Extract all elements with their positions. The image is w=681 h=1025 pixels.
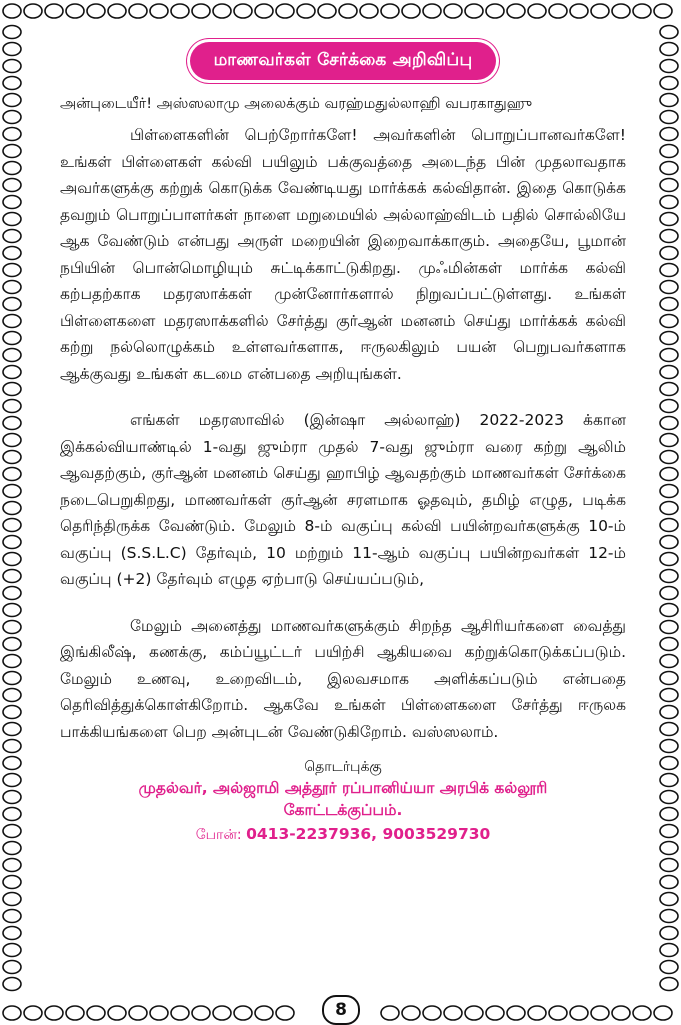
border-ring (654, 1006, 672, 1020)
contact-label: தொடர்புக்கு (304, 759, 382, 775)
border-ring (660, 859, 678, 872)
border-ring (66, 1006, 84, 1020)
border-ring (660, 281, 678, 294)
border-ring (255, 4, 273, 18)
border-ring (3, 961, 21, 974)
border-ring (654, 4, 672, 18)
contact-block (60, 759, 626, 845)
location-line: கோட்டக்குப்பம். (283, 801, 403, 819)
border-ring (486, 4, 504, 18)
border-ring (3, 672, 21, 685)
border-ring (3, 128, 21, 141)
border-ring (660, 128, 678, 141)
border-ring (3, 162, 21, 175)
border-ring (660, 689, 678, 702)
border-ring (3, 927, 21, 940)
border-ring (3, 77, 21, 90)
border-ring (3, 791, 21, 804)
border-ring (660, 757, 678, 770)
border-ring (660, 774, 678, 787)
border-ring (507, 4, 525, 18)
border-ring (660, 706, 678, 719)
border-ring (3, 281, 21, 294)
border-ring (3, 570, 21, 583)
border-ring (465, 1006, 483, 1020)
border-ring (234, 4, 252, 18)
page-number: 8 (322, 995, 360, 1025)
border-ring (3, 910, 21, 923)
border-ring (660, 264, 678, 277)
border-ring (3, 196, 21, 209)
border-ring (423, 4, 441, 18)
border-ring (87, 1006, 105, 1020)
border-ring (3, 434, 21, 447)
border-ring (3, 383, 21, 396)
border-ring (3, 706, 21, 719)
border-ring (3, 43, 21, 56)
border-ring (45, 1006, 63, 1020)
border-ring (3, 315, 21, 328)
border-ring (3, 587, 21, 600)
border-ring (660, 315, 678, 328)
border-ring (3, 298, 21, 311)
border-ring (660, 179, 678, 192)
border-ring (660, 451, 678, 464)
border-ring (660, 145, 678, 158)
border-ring (3, 825, 21, 838)
border-ring (24, 1006, 42, 1020)
border-ring (3, 604, 21, 617)
border-ring (255, 1006, 273, 1020)
phone-line (60, 825, 626, 845)
border-ring (660, 77, 678, 90)
border-ring (660, 978, 678, 991)
border-ring (633, 1006, 651, 1020)
border-ring (486, 1006, 504, 1020)
border-ring (660, 485, 678, 498)
border-ring (3, 502, 21, 515)
border-ring (3, 757, 21, 770)
border-ring (381, 1006, 399, 1020)
border-ring (3, 94, 21, 107)
border-ring (3, 536, 21, 549)
border-ring (402, 4, 420, 18)
border-ring (3, 978, 21, 991)
border-ring (3, 740, 21, 753)
border-ring (660, 43, 678, 56)
border-ring (660, 604, 678, 617)
border-ring (660, 723, 678, 736)
border-ring (3, 859, 21, 872)
border-ring (660, 893, 678, 906)
border-ring (660, 791, 678, 804)
border-ring (3, 774, 21, 787)
border-ring (570, 1006, 588, 1020)
border-ring (108, 1006, 126, 1020)
border-ring (660, 111, 678, 124)
border-ring (3, 621, 21, 634)
border-ring (3, 689, 21, 702)
border-ring (660, 349, 678, 362)
border-ring (213, 1006, 231, 1020)
border-ring (660, 842, 678, 855)
border-ring (234, 1006, 252, 1020)
border-ring (660, 332, 678, 345)
border-ring (3, 400, 21, 413)
notice-content (60, 40, 626, 1000)
border-ring (192, 4, 210, 18)
border-ring (660, 162, 678, 175)
border-ring (276, 4, 294, 18)
border-ring (3, 876, 21, 889)
border-ring (444, 1006, 462, 1020)
border-ring (3, 655, 21, 668)
border-ring (297, 4, 315, 18)
border-ring (318, 4, 336, 18)
border-ring (3, 1006, 21, 1020)
border-ring (660, 638, 678, 651)
border-ring (660, 587, 678, 600)
border-ring (3, 808, 21, 821)
border-ring (3, 842, 21, 855)
paragraph-facilities: மேலும் அனைத்து மாணவர்களுக்கும் சிறந்த ஆசிரியர்களை வைத்து இங்கிலீஷ், கணக்கு, கம்ப்யூட்டர் பயிற்சி ஆகியவை கற்றுக்கொடுக்கப்படும். மேலும் உணவு, உறைவிடம், இலவசமாக அளிக்கப்படும் என்பதை தெரிவித்துக்கொள்கிறோம். ஆகவே உங்கள் பிள்ளைகளை சேர்த்து ஈருலக பாக்கியங்களை பெற அன்புடன் வேண்டுகிறோம். வஸ்ஸலாம். (60, 616, 626, 741)
border-ring (3, 4, 21, 18)
border-ring (660, 94, 678, 107)
border-ring (3, 638, 21, 651)
border-ring (3, 26, 21, 39)
border-ring (381, 4, 399, 18)
border-ring (66, 4, 84, 18)
border-ring (591, 1006, 609, 1020)
border-ring (360, 4, 378, 18)
border-ring (528, 4, 546, 18)
paragraph-intro: பிள்ளைகளின் பெற்றோர்களே! அவர்களின் பொறுப்பானவர்களே! உங்கள் பிள்ளைகள் கல்வி பயிலும் பக்குவத்தை அடைந்த பின் முதலாவதாக அவர்களுக்கு கற்றுக் கொடுக்க வேண்டியது மார்க்கக் கல்விதான். இதை கொடுக்க தவறும் பொறுப்பாளர்கள் நாளை மறுமையில் அல்லாஹ்விடம் பதில் சொல்லியே ஆக வேண்டும் என்பது அருள் மறையின் இறைவாக்காகும். அதையே, பூமான் நபியின் பொன்மொழியும் சுட்டிக்காட்டுகிறது. முஃமின்கள் மார்க்க கல்வி கற்பதற்காக மதரஸாக்கள் முன்னோர்களால் நிறுவப்பட்டுள்ளது. உங்கள் பிள்ளைகளை மதரஸாக்களில் சேர்த்து குர்ஆன் மனனம் செய்து மார்க்கக் கல்வி கற்று நல்லொழுக்கம் உள்ளவர்களாக, ஈருலகிலும் பயன் பெறுபவர்களாக ஆக்குவது உங்கள் கடமை என்பதை அறியுங்கள். (60, 126, 626, 383)
border-ring (3, 349, 21, 362)
border-ring (171, 4, 189, 18)
border-ring (660, 961, 678, 974)
notice-title-banner: மாணவர்கள் சேர்க்கை அறிவிப்பு (190, 42, 497, 80)
border-ring (660, 910, 678, 923)
border-ring (660, 876, 678, 889)
phone-numbers: 0413-2237936, 9003529730 (246, 825, 491, 843)
border-ring (660, 468, 678, 481)
border-ring (108, 4, 126, 18)
border-ring (3, 145, 21, 158)
border-ring (660, 553, 678, 566)
border-ring (150, 4, 168, 18)
border-ring (171, 1006, 189, 1020)
border-ring (3, 332, 21, 345)
border-ring (3, 519, 21, 532)
border-ring (423, 1006, 441, 1020)
border-ring (660, 672, 678, 685)
border-ring (129, 1006, 147, 1020)
border-ring (3, 264, 21, 277)
border-ring (570, 4, 588, 18)
border-ring (339, 4, 357, 18)
phone-label: போன்: (195, 827, 242, 843)
paragraph-admission: எங்கள் மதரஸாவில் (இன்ஷா அல்லாஹ்) 2022-2023 க்கான இக்கல்வியாண்டில் 1-வது ஜும்ரா முதல் 7-வது ஜும்ரா வரை கற்று ஆலிம் ஆவதற்கும், குர்ஆன் மனனம் செய்து ஹாபிழ் ஆவதற்கும் மாணவர்கள் சேர்க்கை நடைபெறுகிறது, மாணவர்கள் குர்ஆன் சரளமாக ஓதவும், தமிழ் எழுத, படிக்க தெரிந்திருக்க வேண்டும். மேலும் 8-ம் வகுப்பு கல்வி பயின்றவர்களுக்கு 10-ம் வகுப்பு (S.S.L.C) தேர்வும், 10 மற்றும் 11-ஆம் வகுப்பு பயின்றவர்கள் 12-ம் வகுப்பு (+2) தேர்வும் எழுத ஏற்பாடு செய்யப்படும், (60, 411, 626, 588)
border-ring (660, 400, 678, 413)
border-ring (3, 230, 21, 243)
border-ring (3, 213, 21, 226)
border-ring (3, 485, 21, 498)
border-ring (660, 383, 678, 396)
border-ring (660, 230, 678, 243)
border-ring (549, 1006, 567, 1020)
border-ring (24, 4, 42, 18)
border-ring (3, 179, 21, 192)
border-ring (612, 4, 630, 18)
border-ring (3, 111, 21, 124)
border-ring (660, 417, 678, 430)
border-ring (660, 825, 678, 838)
border-ring (549, 4, 567, 18)
border-ring (660, 196, 678, 209)
border-ring (660, 298, 678, 311)
border-ring (3, 451, 21, 464)
border-ring (660, 26, 678, 39)
border-ring (660, 944, 678, 957)
greeting-line: அன்புடையீர்! அஸ்ஸலாமு அலைக்கும் வரஹ்மதுல்லாஹி வபரகாதுஹு (60, 96, 533, 112)
principal-name-line: முதல்வர், அல்ஜாமி அத்தூர் ரப்பானிய்யா அரபிக் கல்லூரி (138, 779, 548, 797)
border-ring (660, 655, 678, 668)
border-ring (660, 621, 678, 634)
border-ring (660, 740, 678, 753)
border-ring (150, 1006, 168, 1020)
border-ring (87, 4, 105, 18)
border-ring (660, 536, 678, 549)
border-ring (45, 4, 63, 18)
border-ring (465, 4, 483, 18)
border-ring (3, 723, 21, 736)
border-ring (528, 1006, 546, 1020)
border-ring (3, 468, 21, 481)
border-ring (660, 808, 678, 821)
border-ring (3, 417, 21, 430)
border-ring (660, 60, 678, 73)
border-ring (3, 944, 21, 957)
border-ring (213, 4, 231, 18)
border-ring (660, 519, 678, 532)
border-ring (660, 213, 678, 226)
border-ring (444, 4, 462, 18)
border-ring (3, 893, 21, 906)
border-ring (660, 927, 678, 940)
border-ring (3, 60, 21, 73)
border-ring (660, 247, 678, 260)
border-ring (612, 1006, 630, 1020)
border-ring (660, 366, 678, 379)
border-ring (660, 502, 678, 515)
border-ring (402, 1006, 420, 1020)
border-ring (192, 1006, 210, 1020)
border-ring (3, 553, 21, 566)
border-ring (507, 1006, 525, 1020)
border-ring (660, 434, 678, 447)
border-ring (660, 570, 678, 583)
border-ring (633, 4, 651, 18)
border-ring (591, 4, 609, 18)
border-ring (3, 366, 21, 379)
border-ring (3, 247, 21, 260)
border-ring (276, 1006, 294, 1020)
border-ring (129, 4, 147, 18)
